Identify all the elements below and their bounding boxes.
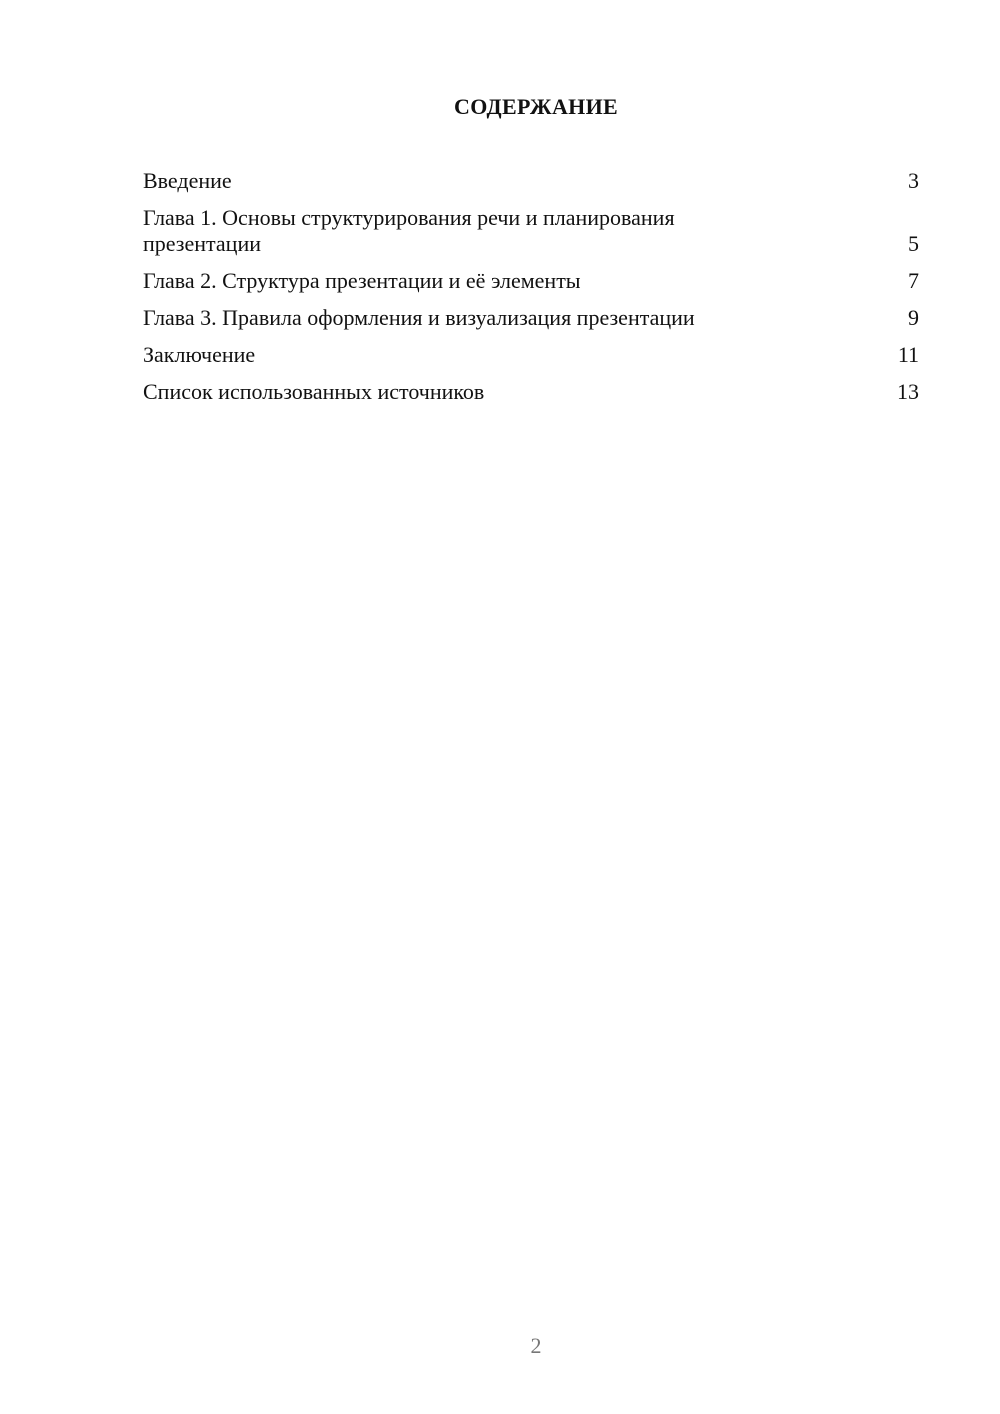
toc-entry-page: 9 <box>908 305 919 330</box>
toc-entry-chapter-2 <box>143 268 919 294</box>
toc-entry-label: Глава 3. Правила оформления и визуализация презентации <box>143 305 695 330</box>
table-of-contents <box>143 168 919 416</box>
toc-title: СОДЕРЖАНИЕ <box>454 94 618 119</box>
toc-entry-page: 3 <box>908 168 919 193</box>
toc-entry-page: 5 <box>908 231 919 256</box>
toc-entry-label: Глава 2. Структура презентации и её элементы <box>143 268 581 293</box>
toc-entry-page: 13 <box>897 379 919 404</box>
page-number: 2 <box>530 1333 542 1358</box>
toc-entry-references <box>143 379 919 405</box>
toc-entry-chapter-1 <box>143 205 919 257</box>
toc-entry-page: 11 <box>897 342 919 367</box>
toc-entry-label: Заключение <box>143 342 256 367</box>
toc-entry-label: Введение <box>143 168 232 193</box>
toc-entry-page: 7 <box>908 268 919 293</box>
toc-entry-label: Список использованных источников <box>143 379 485 404</box>
toc-entry-chapter-3 <box>143 305 919 331</box>
toc-entry-conclusion <box>143 342 919 368</box>
toc-entry-introduction <box>143 168 919 194</box>
toc-entry-label: Глава 1. Основы структурирования речи и планирования презентации <box>143 205 675 256</box>
